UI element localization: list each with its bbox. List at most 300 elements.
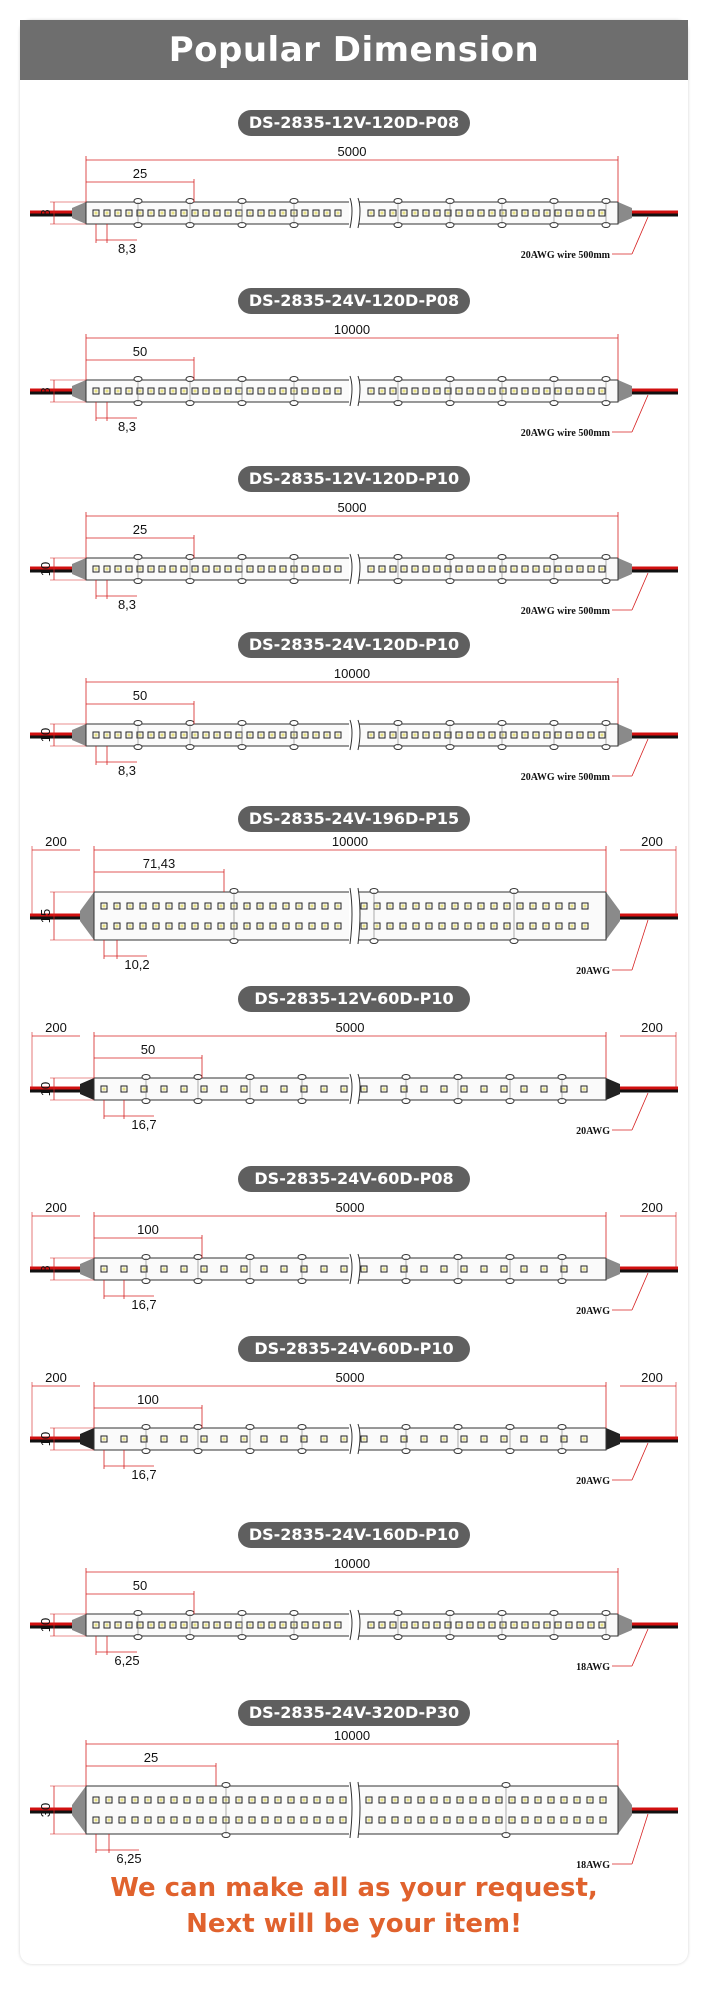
led-emitter [116,905,119,908]
led-emitter [535,212,538,215]
led-emitter [337,390,340,393]
led-emitter [524,734,527,737]
model-label: DS-2835-24V-160D-P10 [238,1522,470,1548]
segment-value: 25 [143,1750,159,1765]
end-length-left: 200 [45,1370,67,1385]
led-emitter [415,905,418,908]
pitch-value: 10,2 [124,957,150,972]
leader-line [632,1443,648,1480]
led-emitter [524,1799,527,1802]
led-emitter [216,1624,219,1627]
led-emitter [304,1624,307,1627]
led-emitter [326,212,329,215]
dimension-card [20,20,688,1964]
led-emitter [161,212,164,215]
led-emitter [285,905,288,908]
led-emitter [271,212,274,215]
led-emitter [199,1799,202,1802]
led-emitter [503,1438,506,1441]
led-emitter [402,925,405,928]
led-emitter [433,1799,436,1802]
led-emitter [163,1438,166,1441]
width-value: 10 [38,1081,53,1097]
led-emitter [568,568,571,571]
led-emitter [503,1088,506,1091]
led-emitter [425,1624,428,1627]
led-emitter [557,390,560,393]
led-emitter [601,568,604,571]
pitch-value: 6,25 [114,1653,140,1668]
led-emitter [277,1819,280,1822]
led-emitter [579,390,582,393]
led-emitter [251,1799,254,1802]
led-emitter [511,1819,514,1822]
length-value: 5000 [335,1020,365,1035]
led-emitter [315,734,318,737]
led-emitter [183,568,186,571]
led-emitter [304,212,307,215]
led-emitter [95,1799,98,1802]
led-emitter [285,925,288,928]
led-emitter [443,1088,446,1091]
led-emitter [579,568,582,571]
strip-drawing [20,660,688,783]
model-label: DS-2835-24V-60D-P08 [238,1166,470,1192]
wire-spec: 20AWG [576,1306,610,1317]
led-emitter [532,905,535,908]
led-emitter [172,734,175,737]
end-cap-right [606,1078,620,1100]
strip-drawing [20,494,688,617]
width-value: 10 [38,561,53,577]
led-emitter [480,568,483,571]
end-cap-right [618,558,632,580]
led-emitter [557,212,560,215]
led-emitter [150,1624,153,1627]
led-emitter [519,905,522,908]
led-emitter [337,212,340,215]
led-emitter [557,734,560,737]
page-title: Popular Dimension [20,20,688,80]
led-emitter [392,1624,395,1627]
led-emitter [326,568,329,571]
led-emitter [168,925,171,928]
led-emitter [128,390,131,393]
led-emitter [260,390,263,393]
led-emitter [370,390,373,393]
end-length-left: 200 [45,1200,67,1215]
led-emitter [337,1624,340,1627]
led-emitter [493,925,496,928]
led-emitter [370,568,373,571]
led-emitter [238,1799,241,1802]
led-emitter [303,1088,306,1091]
led-emitter [601,1624,604,1627]
led-emitter [485,1799,488,1802]
led-emitter [282,734,285,737]
led-emitter [95,734,98,737]
end-cap-right [606,892,620,940]
led-emitter [459,1819,462,1822]
led-emitter [458,568,461,571]
led-emitter [568,1624,571,1627]
led-emitter [227,1624,230,1627]
led-emitter [172,390,175,393]
led-emitter [436,568,439,571]
led-emitter [95,212,98,215]
led-emitter [436,212,439,215]
led-emitter [227,568,230,571]
led-emitter [323,1438,326,1441]
led-emitter [579,734,582,737]
led-emitter [103,1088,106,1091]
led-emitter [458,1624,461,1627]
led-emitter [370,1624,373,1627]
led-emitter [194,390,197,393]
led-emitter [342,1799,345,1802]
led-emitter [323,1268,326,1271]
led-emitter [139,390,142,393]
led-emitter [106,1624,109,1627]
led-emitter [589,1819,592,1822]
led-emitter [343,1268,346,1271]
led-emitter [513,568,516,571]
led-emitter [550,1799,553,1802]
end-cap-right [618,724,632,746]
led-emitter [142,905,145,908]
led-emitter [563,1799,566,1802]
led-emitter [524,568,527,571]
led-emitter [447,568,450,571]
led-emitter [123,1268,126,1271]
led-emitter [381,1624,384,1627]
strip-drawing [20,1014,688,1137]
led-emitter [428,905,431,908]
led-emitter [563,1268,566,1271]
led-emitter [128,1624,131,1627]
led-emitter [425,212,428,215]
length-value: 5000 [335,1370,365,1385]
led-emitter [238,212,241,215]
segment-value: 50 [132,344,148,359]
led-emitter [571,925,574,928]
led-emitter [425,568,428,571]
led-emitter [216,212,219,215]
led-emitter [407,1819,410,1822]
led-emitter [483,1268,486,1271]
led-emitter [498,1819,501,1822]
led-emitter [263,1268,266,1271]
led-emitter [446,1799,449,1802]
model-label: DS-2835-24V-60D-P10 [238,1336,470,1362]
led-emitter [283,1438,286,1441]
leader-line [632,573,648,610]
led-emitter [249,1624,252,1627]
strip-drawing [20,1550,688,1673]
end-length-left: 200 [45,834,67,849]
led-emitter [480,212,483,215]
led-emitter [227,734,230,737]
led-emitter [282,212,285,215]
led-emitter [381,568,384,571]
led-emitter [181,925,184,928]
led-emitter [134,1819,137,1822]
end-length-right: 200 [641,834,663,849]
led-emitter [205,734,208,737]
led-emitter [459,1799,462,1802]
led-emitter [543,1088,546,1091]
pitch-value: 8,3 [117,419,137,434]
led-emitter [150,390,153,393]
led-emitter [480,1624,483,1627]
end-length-right: 200 [641,1020,663,1035]
segment-value: 25 [132,522,148,537]
segment-value: 50 [132,1578,148,1593]
led-emitter [498,1799,501,1802]
led-emitter [414,568,417,571]
led-emitter [513,734,516,737]
led-emitter [370,734,373,737]
width-value: 8 [38,209,53,217]
led-emitter [590,568,593,571]
led-emitter [337,925,340,928]
led-emitter [183,212,186,215]
led-emitter [443,1268,446,1271]
led-emitter [485,1819,488,1822]
wire-spec: 20AWG wire 500mm [520,772,610,783]
led-emitter [194,734,197,737]
led-emitter [161,568,164,571]
pitch-value: 16,7 [131,1467,157,1482]
led-emitter [363,905,366,908]
led-emitter [463,1088,466,1091]
end-cap-left [80,892,94,940]
led-emitter [324,905,327,908]
led-emitter [108,1799,111,1802]
led-emitter [503,1268,506,1271]
led-emitter [181,905,184,908]
led-emitter [311,905,314,908]
end-cap-right [606,1428,620,1450]
led-emitter [337,568,340,571]
led-emitter [601,212,604,215]
led-emitter [480,905,483,908]
led-emitter [491,212,494,215]
led-emitter [576,1819,579,1822]
led-emitter [316,1819,319,1822]
led-emitter [546,212,549,215]
led-emitter [183,1088,186,1091]
led-emitter [323,1088,326,1091]
led-emitter [407,1799,410,1802]
led-emitter [392,212,395,215]
led-emitter [238,568,241,571]
led-emitter [249,568,252,571]
end-cap-right [618,380,632,402]
led-emitter [568,212,571,215]
led-emitter [106,212,109,215]
led-emitter [583,1268,586,1271]
led-emitter [383,1088,386,1091]
led-emitter [212,1819,215,1822]
led-emitter [173,1819,176,1822]
led-emitter [155,925,158,928]
length-value: 5000 [335,1200,365,1215]
leader-line [632,1814,648,1864]
wire-spec: 18AWG [576,1860,610,1871]
led-emitter [161,390,164,393]
led-emitter [329,1819,332,1822]
led-emitter [172,1624,175,1627]
led-emitter [103,1268,106,1271]
led-emitter [143,1268,146,1271]
strip-drawing [20,1364,688,1487]
led-emitter [128,212,131,215]
led-emitter [568,734,571,737]
led-emitter [557,568,560,571]
led-emitter [337,734,340,737]
led-emitter [150,734,153,737]
led-emitter [383,1438,386,1441]
leader-line [632,739,648,776]
led-emitter [249,390,252,393]
led-emitter [523,1088,526,1091]
led-emitter [303,1819,306,1822]
led-emitter [420,1799,423,1802]
led-emitter [216,568,219,571]
led-emitter [467,925,470,928]
led-emitter [95,1624,98,1627]
led-emitter [381,734,384,737]
led-emitter [183,734,186,737]
width-value: 10 [38,1431,53,1447]
led-emitter [303,1268,306,1271]
led-emitter [513,390,516,393]
led-emitter [263,1088,266,1091]
led-emitter [433,1819,436,1822]
wire-spec: 20AWG wire 500mm [520,428,610,439]
led-emitter [381,1799,384,1802]
led-emitter [403,1268,406,1271]
led-emitter [590,1624,593,1627]
led-emitter [315,1624,318,1627]
led-emitter [205,1624,208,1627]
led-emitter [163,1268,166,1271]
led-emitter [205,568,208,571]
led-emitter [139,568,142,571]
led-emitter [343,1438,346,1441]
led-emitter [298,925,301,928]
led-emitter [403,1438,406,1441]
end-length-right: 200 [641,1200,663,1215]
led-emitter [243,1088,246,1091]
led-emitter [491,390,494,393]
led-emitter [304,390,307,393]
led-emitter [172,212,175,215]
led-emitter [128,734,131,737]
wire-spec: 20AWG wire 500mm [520,606,610,617]
footer-line-1: We can make all as your request, [110,1873,598,1903]
led-emitter [238,734,241,737]
led-emitter [183,1438,186,1441]
led-emitter [311,925,314,928]
led-emitter [150,212,153,215]
led-emitter [403,1624,406,1627]
led-emitter [506,905,509,908]
led-emitter [121,1819,124,1822]
led-emitter [263,1438,266,1441]
model-label: DS-2835-12V-60D-P10 [238,986,470,1012]
led-emitter [326,390,329,393]
led-emitter [304,734,307,737]
end-cap-right [618,1786,632,1834]
length-value: 10000 [333,1556,371,1571]
led-emitter [392,568,395,571]
led-emitter [563,1088,566,1091]
led-emitter [143,1438,146,1441]
led-emitter [121,1799,124,1802]
led-emitter [304,568,307,571]
segment-value: 50 [132,688,148,703]
led-emitter [392,734,395,737]
led-emitter [602,1819,605,1822]
led-emitter [290,1799,293,1802]
led-emitter [546,390,549,393]
wire-spec: 18AWG [576,1662,610,1673]
led-emitter [392,390,395,393]
length-value: 10000 [333,1728,371,1743]
led-emitter [493,905,496,908]
led-emitter [454,905,457,908]
led-emitter [576,1799,579,1802]
led-emitter [271,734,274,737]
led-emitter [194,905,197,908]
led-emitter [403,1088,406,1091]
led-emitter [441,925,444,928]
led-emitter [414,390,417,393]
wire-spec: 20AWG [576,966,610,977]
led-emitter [199,1819,202,1822]
led-emitter [535,1624,538,1627]
strip-drawing [20,1728,688,1871]
led-emitter [168,905,171,908]
led-emitter [483,1088,486,1091]
led-emitter [558,925,561,928]
led-emitter [172,568,175,571]
led-emitter [106,568,109,571]
led-emitter [186,1819,189,1822]
led-emitter [469,734,472,737]
led-emitter [524,390,527,393]
led-emitter [568,390,571,393]
led-emitter [546,568,549,571]
led-emitter [589,1799,592,1802]
width-value: 8 [38,1265,53,1273]
led-emitter [458,390,461,393]
pitch-value: 16,7 [131,1117,157,1132]
strip-drawing [20,1194,688,1317]
pitch-value: 6,25 [116,1851,142,1866]
led-emitter [117,568,120,571]
led-emitter [106,734,109,737]
led-emitter [472,1799,475,1802]
led-emitter [220,905,223,908]
width-value: 10 [38,727,53,743]
led-emitter [491,568,494,571]
width-value: 10 [38,1617,53,1633]
end-cap-right [606,1258,620,1280]
led-emitter [403,390,406,393]
